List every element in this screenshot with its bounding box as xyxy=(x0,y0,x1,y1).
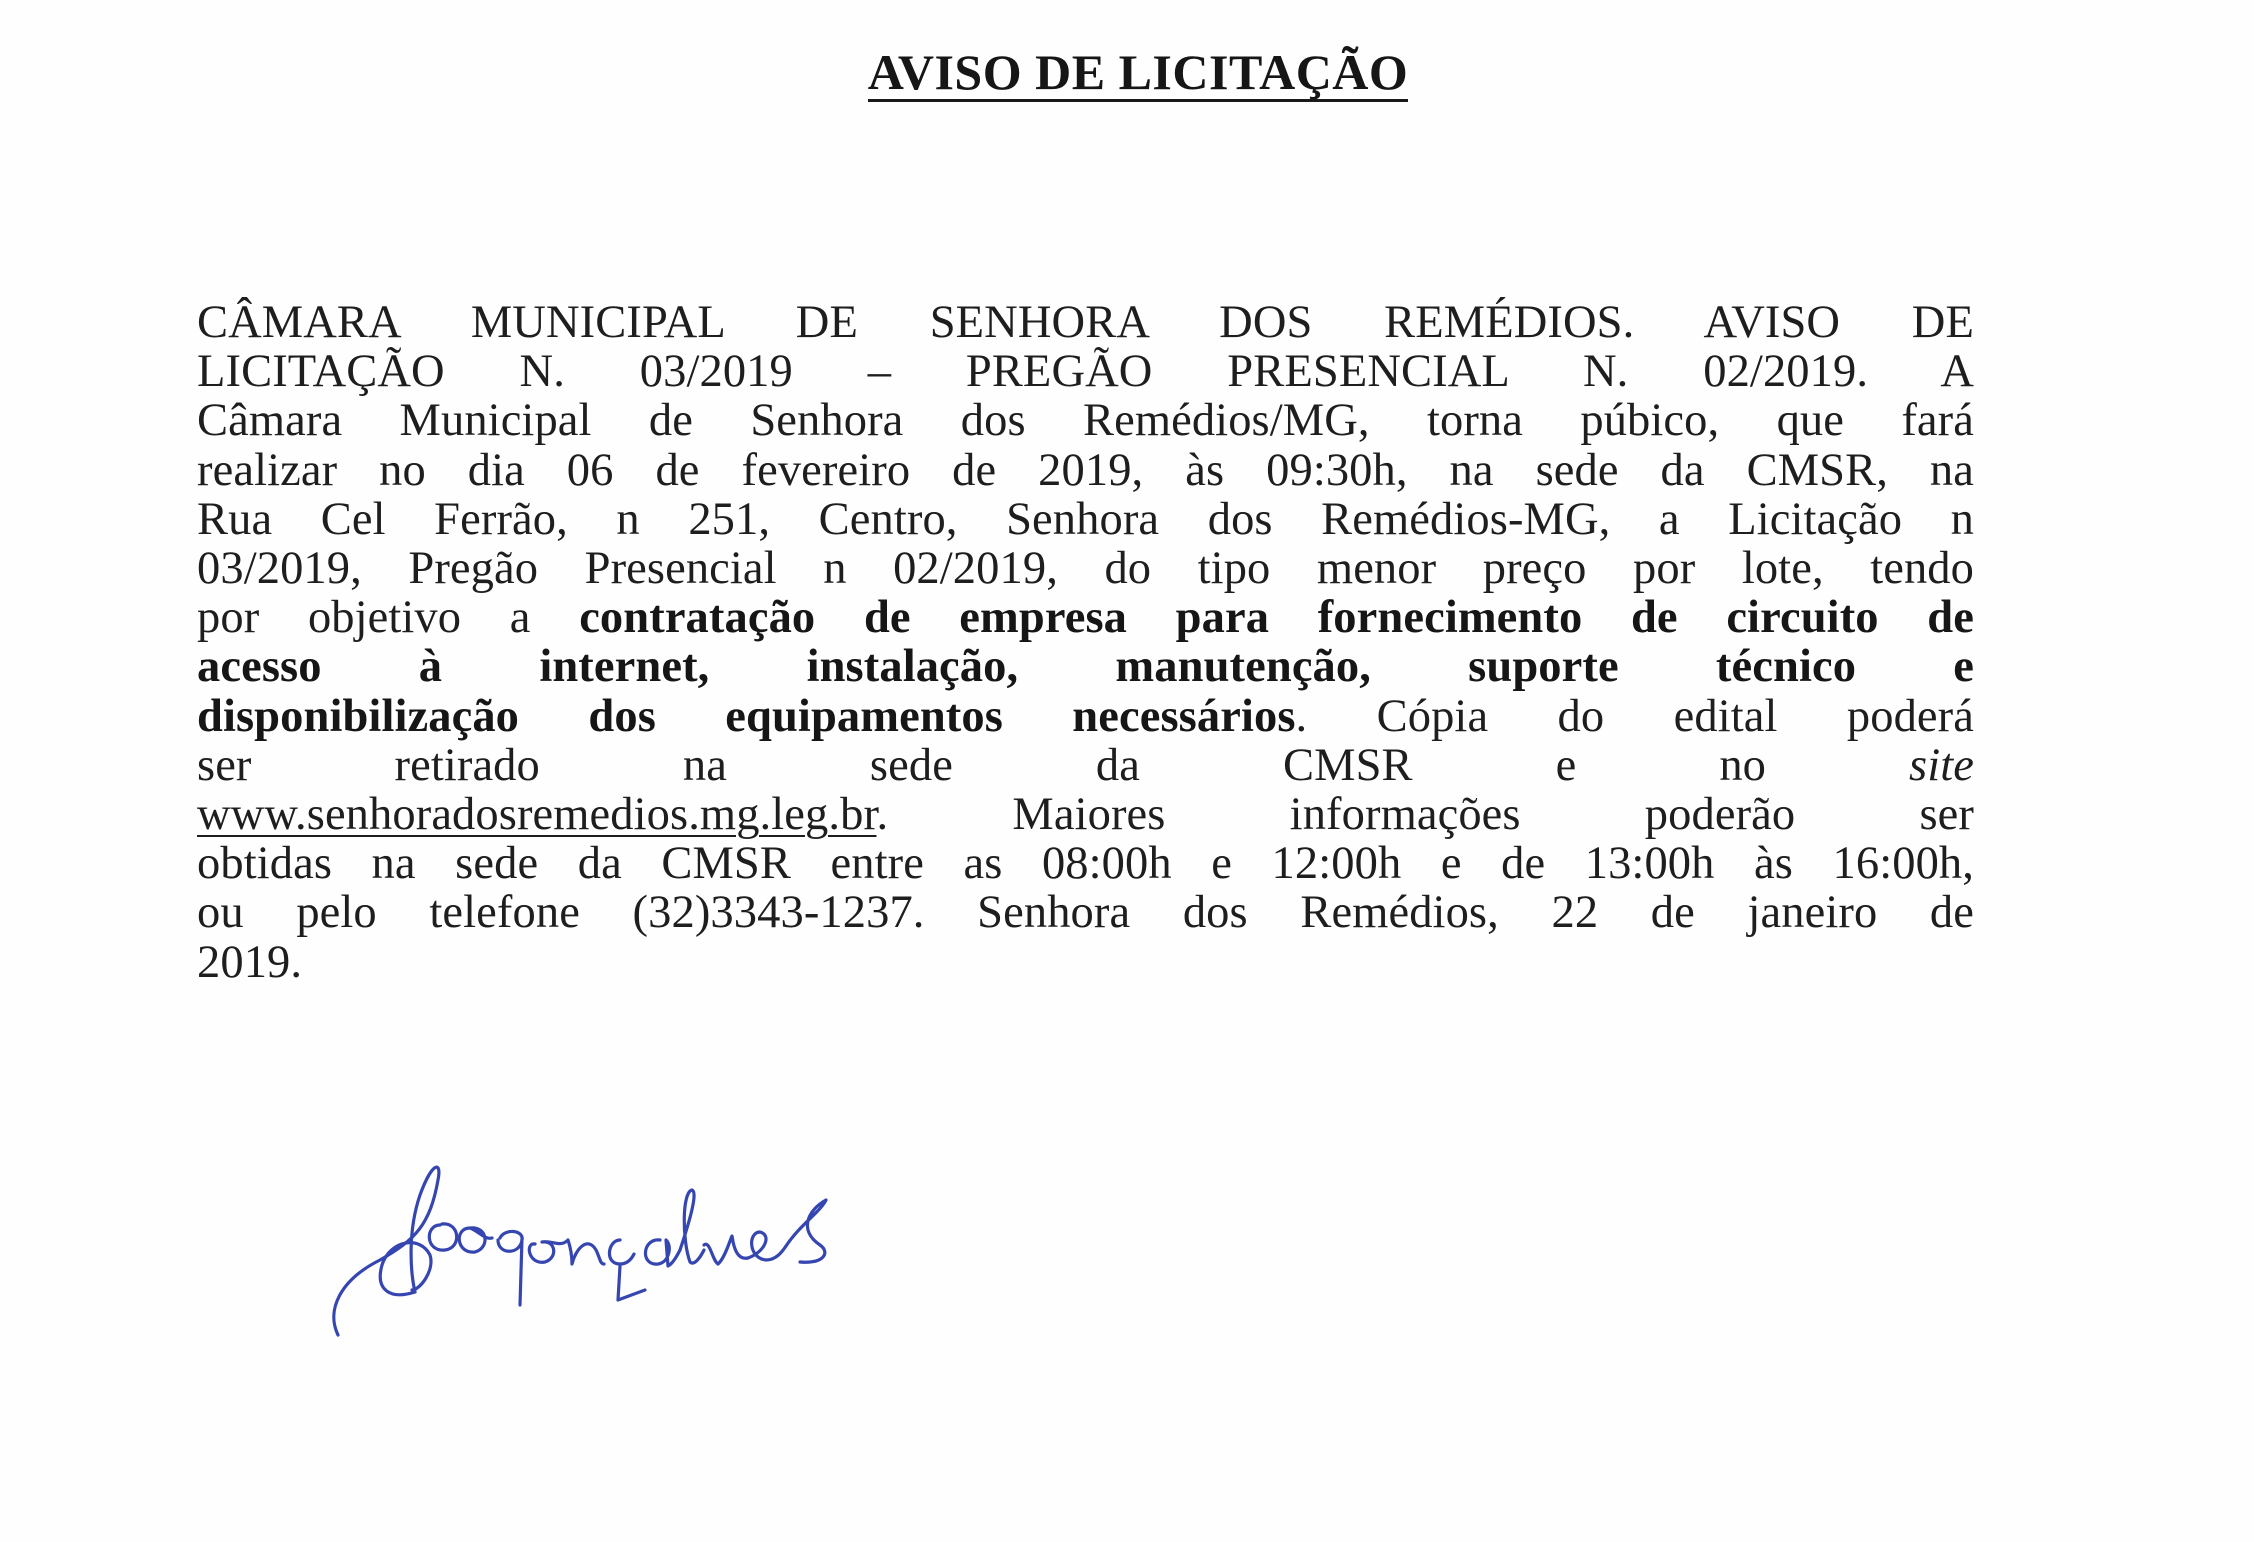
notice-line xyxy=(197,593,1974,642)
notice-text: CÂMARA MUNICIPAL DE SENHORA DOS REMÉDIOS. AVISO DE xyxy=(197,297,1974,348)
notice-text: LICITAÇÃO N. 03/2019 – PREGÃO PRESENCIAL N. 02/2019. A xyxy=(197,346,1974,398)
notice-italic-text: site xyxy=(1909,739,1974,791)
notice-text: 2019. xyxy=(197,936,303,988)
notice-line xyxy=(197,544,1974,593)
document-title xyxy=(0,42,2254,102)
notice-line xyxy=(197,790,1974,839)
notice-bold-text: contratação de empresa para fornecimento de circuito de xyxy=(579,592,1974,644)
notice-line xyxy=(197,396,1974,445)
notice-text: obtidas na sede da CMSR entre as 08:00h e 12:00h e de 13:00h às 16:00h, xyxy=(197,838,1974,890)
notice-line xyxy=(197,839,1974,888)
notice-line xyxy=(197,692,1974,741)
notice-bold-text: disponibilização dos equipamentos necessários xyxy=(197,690,1296,742)
notice-body xyxy=(197,298,1974,987)
website-link[interactable]: www.senhoradosremedios.mg.leg.br xyxy=(197,789,877,841)
notice-text: realizar no dia 06 de fevereiro de 2019, às 09:30h, na sede da CMSR, na xyxy=(197,444,1974,496)
notice-text: 03/2019, Pregão Presencial n 02/2019, do tipo menor preço por lote, tendo xyxy=(197,543,1974,595)
notice-line xyxy=(197,495,1974,544)
notice-line xyxy=(197,298,1974,347)
notice-text: . Maiores informações poderão ser xyxy=(876,789,1974,841)
notice-line xyxy=(197,888,1974,937)
notice-line xyxy=(197,347,1974,396)
notice-text: por objetivo a xyxy=(197,592,580,644)
notice-line xyxy=(197,938,1974,987)
notice-line xyxy=(197,642,1974,691)
notice-text: . Cópia do edital poderá xyxy=(1295,690,1974,742)
notice-text: ser retirado na sede da CMSR e no xyxy=(197,739,1910,791)
notice-line xyxy=(197,446,1974,495)
notice-line xyxy=(197,741,1974,790)
notice-text: ou pelo telefone (32)3343-1237. Senhora dos Remédios, 22 de janeiro de xyxy=(197,887,1974,939)
signature xyxy=(320,1140,900,1360)
notice-bold-text: acesso à internet, instalação, manutenção, suporte técnico e xyxy=(197,641,1974,693)
notice-text: Câmara Municipal de Senhora dos Remédios/MG, torna púbico, que fará xyxy=(197,395,1974,447)
notice-text: Rua Cel Ferrão, n 251, Centro, Senhora dos Remédios-MG, a Licitação n xyxy=(197,493,1974,545)
document-title-text: AVISO DE LICITAÇÃO xyxy=(867,44,1409,100)
signature-icon xyxy=(320,1140,900,1360)
